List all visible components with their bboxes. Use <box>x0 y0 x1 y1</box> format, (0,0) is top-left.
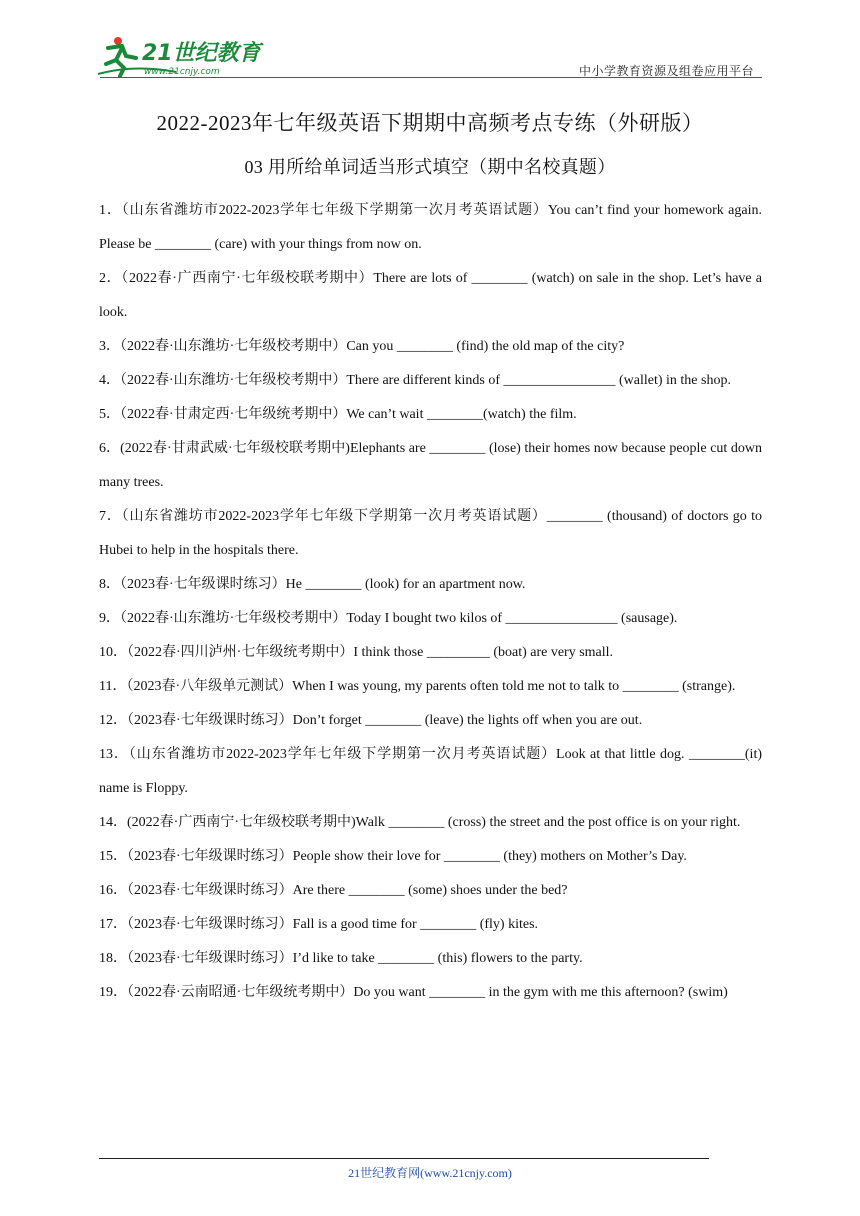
page-subtitle: 03 用所给单词适当形式填空（期中名校真题） <box>244 157 616 177</box>
question-3: 3．（2022春·山东潍坊·七年级校考期中）Can you ________ (find) the old map of the city? <box>99 339 625 354</box>
question-17: 17．（2023春·七年级课时练习）Fall is a good time for ________ (fly) kites. <box>99 917 539 932</box>
page-header <box>96 34 762 80</box>
question-6: 6．(2022春·甘肃武威·七年级校联考期中)Elephants are ________ (lose) their homes now because people cut down many trees. <box>99 441 762 490</box>
question-8: 8．（2023春·七年级课时练习）He ________ (look) for an apartment now. <box>99 577 526 592</box>
runner-logo-icon <box>96 34 266 78</box>
question-15: 15．（2023春·七年级课时练习）People show their love for ________ (they) mothers on Mother’s Day. <box>99 849 687 864</box>
question-10: 10．（2022春·四川泸州·七年级统考期中）I think those _________ (boat) are very small. <box>99 645 614 660</box>
question-12: 12．（2023春·七年级课时练习）Don’t forget ________ (leave) the lights off when you are out. <box>99 713 643 728</box>
page-title: 2022-2023年七年级英语下期期中高频考点专练（外研版） <box>156 111 704 135</box>
platform-label: 中小学教育资源及组卷应用平台 <box>578 64 754 78</box>
logo-text: 21世纪教育 <box>142 41 261 66</box>
question-4: 4．（2022春·山东潍坊·七年级校考期中）There are different kinds of ________________ (wallet) in the shop. <box>99 373 731 388</box>
question-13: 13．（山东省潍坊市2022-2023学年七年级下学期第一次月考英语试题）Look at that little dog. ________(it) name is Floppy. <box>99 747 762 796</box>
question-11: 11．（2023春·八年级单元测试）When I was young, my parents often told me not to talk to ________ (strange). <box>99 679 736 694</box>
question-16: 16．（2023春·七年级课时练习）Are there ________ (some) shoes under the bed? <box>99 883 568 898</box>
question-18: 18．（2023春·七年级课时练习）I’d like to take ________ (this) flowers to the party. <box>99 951 583 966</box>
question-14: 14．(2022春·广西南宁·七年级校联考期中)Walk ________ (cross) the street and the post office is on your right. <box>99 815 741 830</box>
logo-url: www.21cnjy.com <box>144 67 220 77</box>
question-list <box>99 194 762 1010</box>
question-7: 7．（山东省潍坊市2022-2023学年七年级下学期第一次月考英语试题）________ (thousand) of doctors go to Hubei to help in the hospitals there. <box>99 509 762 558</box>
question-9: 9．（2022春·山东潍坊·七年级校考期中）Today I bought two kilos of ________________ (sausage). <box>99 611 678 626</box>
question-5: 5．（2022春·甘肃定西·七年级统考期中）We can’t wait ________(watch) the film. <box>99 407 577 422</box>
site-logo[interactable] <box>96 34 266 78</box>
footer-divider <box>99 1158 709 1159</box>
question-1: 1．（山东省潍坊市2022-2023学年七年级下学期第一次月考英语试题）You can’t find your homework again. Please be ________ (care) with your things from now on. <box>99 203 762 252</box>
header-divider <box>100 77 762 78</box>
question-19: 19．（2022春·云南昭通·七年级统考期中）Do you want ________ in the gym with me this afternoon? (swim) <box>99 985 728 1000</box>
footer-link[interactable]: 21世纪教育网(www.21cnjy.com) <box>348 1166 512 1180</box>
question-2: 2．（2022春·广西南宁·七年级校联考期中）There are lots of ________ (watch) on sale in the shop. Let’s have a look. <box>99 271 762 320</box>
